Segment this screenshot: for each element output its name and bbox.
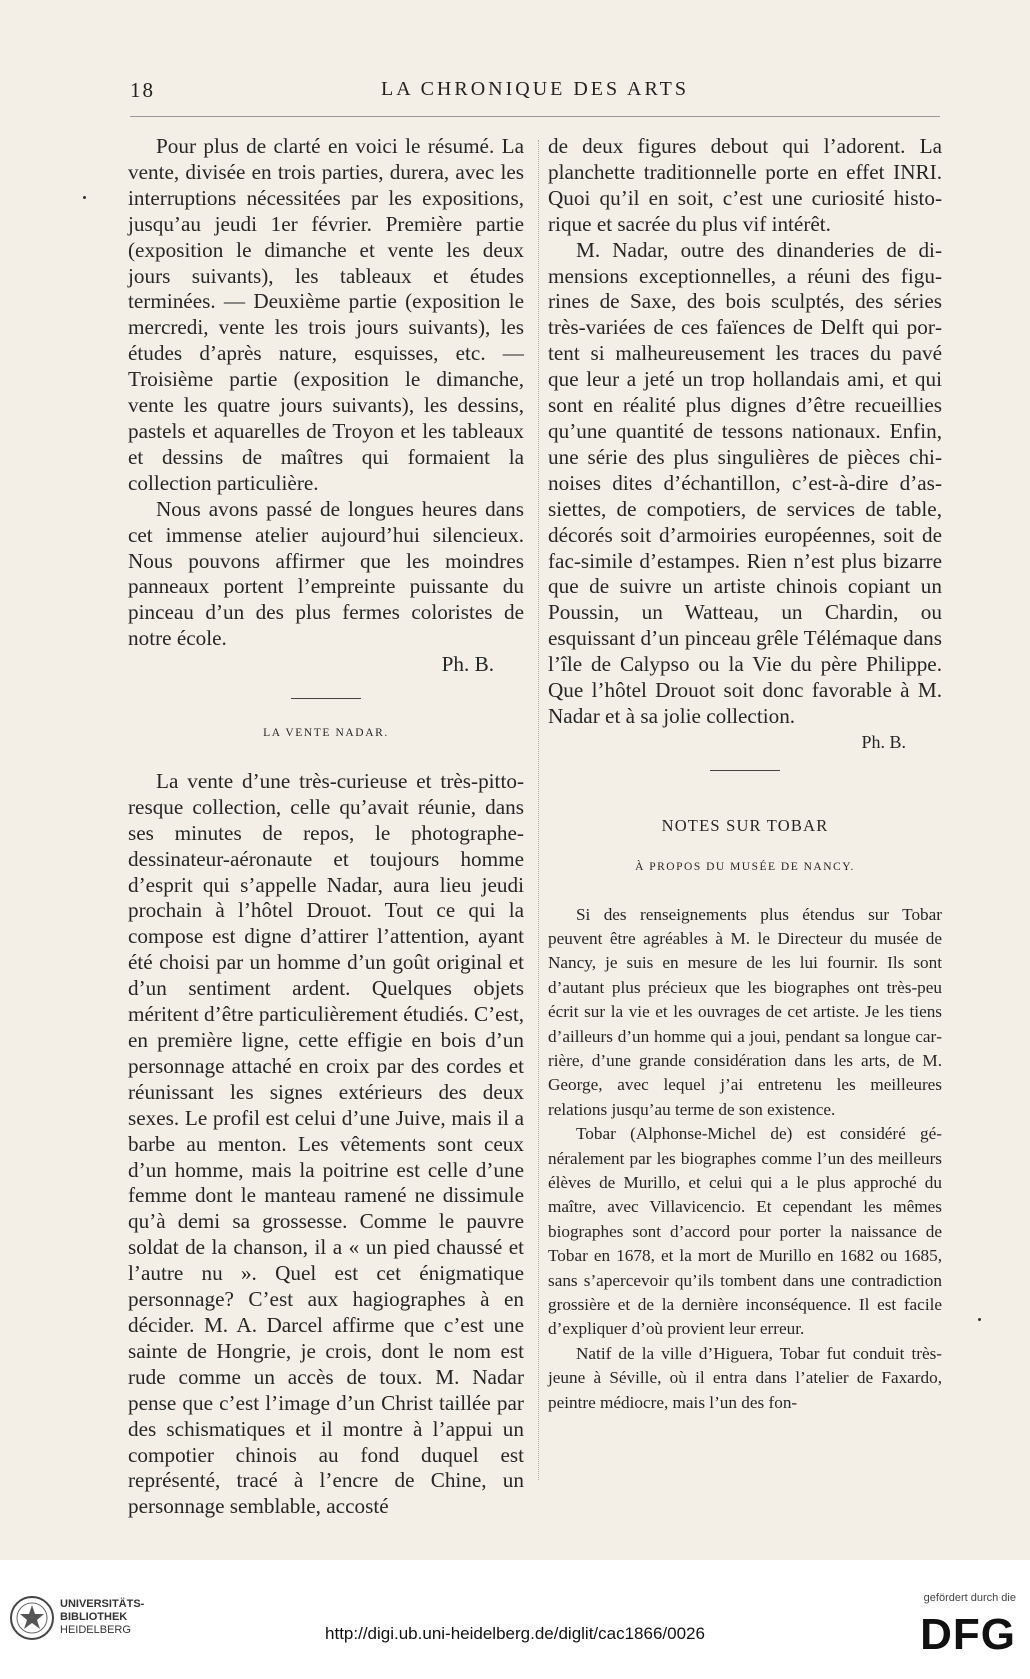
running-header <box>130 78 940 108</box>
right-column <box>548 134 942 1415</box>
left-column <box>128 134 524 1520</box>
paragraph: La vente d’une très-curieuse et très-pittoresque collection, celle qu’avait réunie, dans ses minutes de repos, le photographe-dessinateur-aéronaute et toujours homme d’esprit qui s’appelle Nadar, aura lieu jeudi prochain à l’hôtel Drouot. Tout ce qui la compose est digne d’attirer l’attention, ayant été choisi par un homme d’un goût original et d’un sentiment ardent. Quelques objets méritent d’être particulièrement étudiés. C’est, en première ligne, cette effigie en bois d’un personnage attaché en croix par des cordes et réunissant les signes extérieurs des deux sexes. Le profil est celui d’une Juive, mais il a barbe au menton. Les vêtements sont ceux d’un homme, mais la poitrine est celle d’une femme dont le manteau ramené ne dissimule qu’à demi sa grossesse. Comme le pauvre soldat de la chanson, il a « un pied chaussé et l’autre nu ». Quel est cet énigmatique personnage? C’est aux hagiographes à en décider. M. A. Darcel affirme que c’est une sainte de Hongrie, je crois, dont le nom est rude comme un accès de toux. M. Nadar pense que c’est l’image d’un Christ taillée par des schismatiques et il montre à l’appui un compotier chinois au fond duquel est représenté, tracé à l’encre de Chine, un personnage semblable, accosté <box>128 768 524 1519</box>
section-heading: LA VENTE NADAR. <box>263 727 389 740</box>
header-rule <box>130 116 940 117</box>
paragraph: M. Nadar, outre des dinanderies de dimensions exceptionnelles, a réuni des figurines de Saxe, des bois sculptés, des séries très-variées de ces faïences de Delft qui portent si malheureusement les traces du pavé que leur a jeté un trop hollandais ami, et qui sont en réalité plus dignes d’être recueillies qu’une quantité de tessons nationaux. Enfin, une série des plus singulières de pièces chinoises dites d’échantillon, c’est-à-dire d’assiettes, de compotiers, de services de table, décorés soit d’armoiries européennes, soit de fac-simile d’estampes. Rien n’est plus bizarre que de suivre un artiste chinois copiant un Poussin, un Watteau, un Chardin, ou esquissant d’un pinceau grêle Télémaque dans l’île de Calypso ou la Vie du père Philippe. Que l’hôtel Drouot soit donc favorable à M. Nadar et à sa jolie collection. <box>548 237 942 728</box>
journal-title: LA CHRONIQUE DES ARTS <box>381 78 689 100</box>
column-divider <box>538 140 539 1480</box>
section-rule <box>710 770 780 771</box>
signature: Ph. B. <box>861 731 906 752</box>
scan-speck <box>83 196 86 199</box>
signature: Ph. B. <box>441 652 494 677</box>
paragraph: Pour plus de clarté en voici le résumé. La vente, divisée en trois parties, durera, avec les interruptions nécessitées par les expositions, jusqu’au jeudi 1er février. Première partie (exposition le dimanche et vente les deux jours suivants), les tableaux et études terminées. — Deuxième partie (exposition le mercredi, vente les trois jours suivants), les études d’après nature, esquisses, etc. — Troisième partie (exposition le dimanche, vente les quatre jours suivants), les dessins, pastels et aquarelles de Troyon et les tableaux et dessins de maîtres qui formaient la collection particulière. <box>128 134 524 495</box>
digitization-footer <box>0 1560 1030 1679</box>
institution-name: UNIVERSITÄTS- BIBLIOTHEK HEIDELBERG <box>60 1598 145 1636</box>
paragraph: Nous avons passé de longues heures dans cet immense atelier aujourd’hui silencieux. Nous pouvons affirmer que les moindres panneaux portent l’empreinte puissante du pinceau d’un des plus fermes coloristes de notre école. <box>128 496 524 651</box>
scan-speck <box>978 1318 981 1321</box>
funder-logo: DFG <box>920 1610 1016 1659</box>
paragraph: de deux figures debout qui l’adorent. La planchette traditionnelle porte en effet INRI. Quoi qu’il en soit, c’est une curiosité historique et sacrée du plus vif intérêt. <box>548 134 942 236</box>
page-number: 18 <box>130 78 155 102</box>
notes-title: NOTES SUR TOBAR <box>661 815 829 835</box>
notes-subtitle: À PROPOS DU MUSÉE DE NANCY. <box>635 860 855 873</box>
section-rule <box>291 698 361 699</box>
paragraph: Natif de la ville d’Higuera, Tobar fut conduit très-jeune à Séville, où il entra dans l’atelier de Faxardo, peintre médiocre, mais l’un des fon- <box>548 1343 942 1412</box>
notes-body <box>548 903 942 1416</box>
paragraph: Si des renseignements plus étendus sur Tobar peuvent être agréables à M. le Directeur du musée de Nancy, je suis en mesure de les lui fournir. Ils sont d’autant plus précieux que les biographes ont très-peu écrit sur la vie et les ouvrages de cet artiste. Je les tiens d’ailleurs d’un homme qui a joui, pendant sa longue carrière, d’une grande considération dans les arts, de M. George, avec lequel j’ai entretenu les meilleures relations jusqu’au terme de son existence. <box>548 904 942 1119</box>
permalink-url[interactable]: http://digi.ub.uni-heidelberg.de/diglit/cac1866/0026 <box>325 1624 705 1643</box>
funding-note: gefördert durch die <box>923 1592 1016 1604</box>
paragraph: Tobar (Alphonse-Michel de) est considéré généralement par les biographes comme l’un des meilleurs élèves de Murillo, et celui qui a le plus approché du maître, avec Villavicencio. Et cependant les mêmes biographes sont d’accord pour porter la naissance de Tobar en 1678, et la mort de Murillo en 1682 ou 1685, sans s’apercevoir qu’ils tombent dans une contradiction grossière et de la dernière inconséquence. Il est facile d’expliquer d’où provient leur erreur. <box>548 1124 942 1339</box>
